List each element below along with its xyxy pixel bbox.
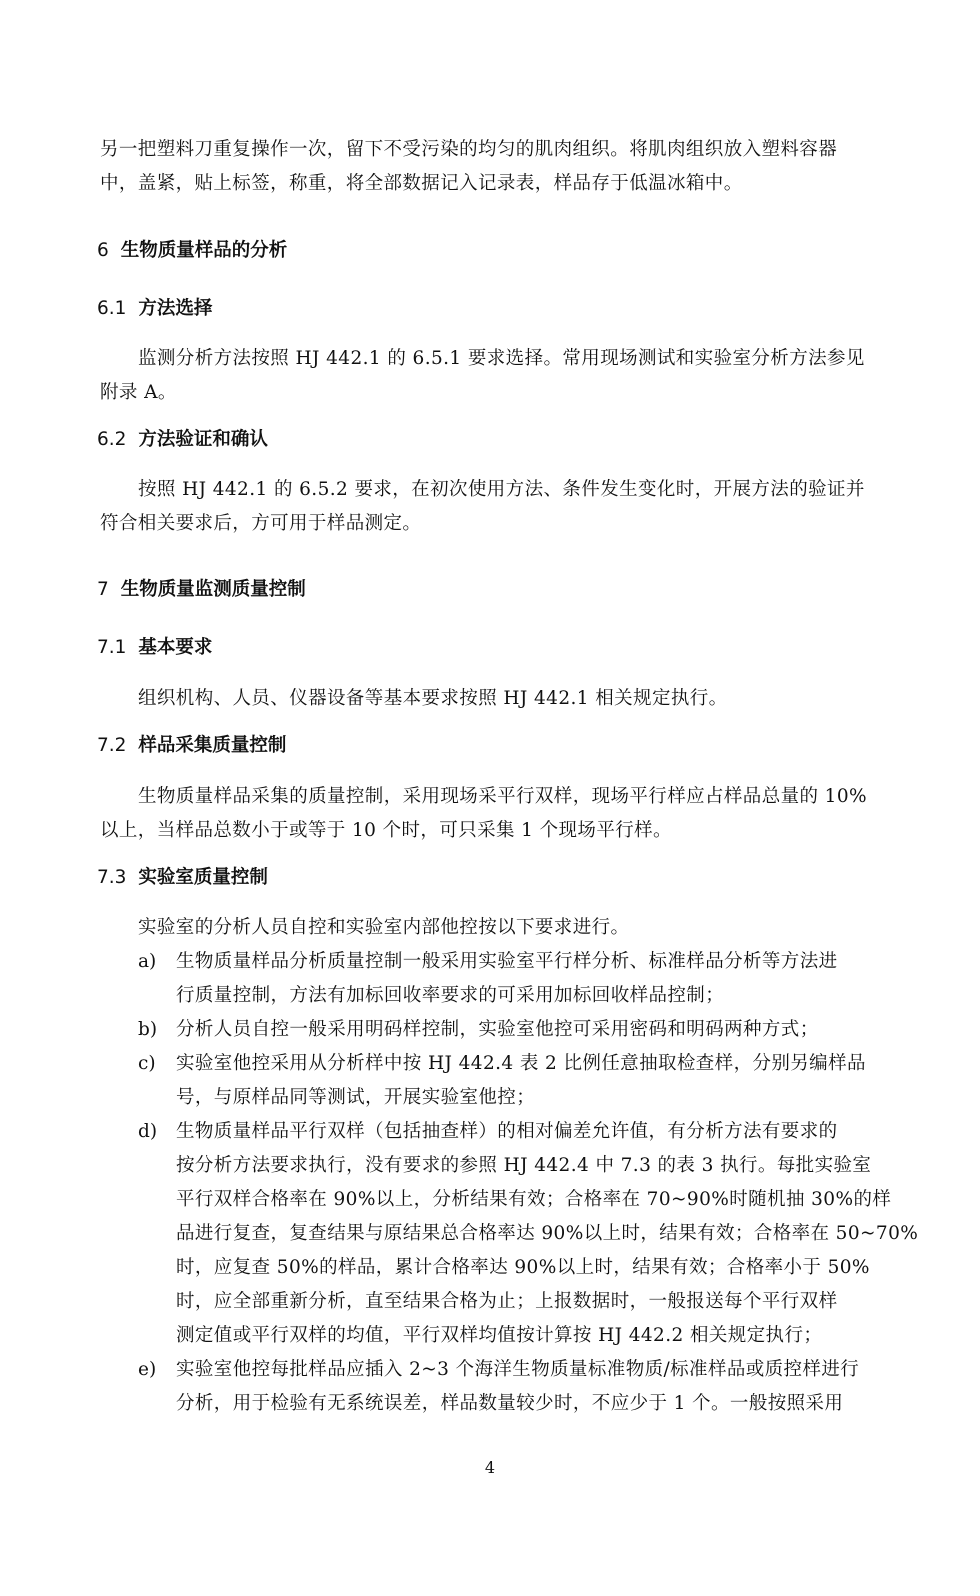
section-6-heading [97, 236, 287, 262]
list-item-line: 平行双样合格率在 90%以上，分析结果有效；合格率在 70~90%时随机抽 30%的样 [176, 1189, 892, 1210]
list-item-line: 时，应复查 50%的样品，累计合格率达 90%以上时，结果有效；合格率小于 50% [176, 1257, 870, 1278]
list-item-line: 分析，用于检验有无系统误差，样品数量较少时，不应少于 1 个。一般按照采用 [176, 1393, 844, 1414]
sec7-2-line-2: 以上，当样品总数小于或等于 10 个时，可只采集 1 个现场平行样。 [100, 820, 672, 841]
section-6-1-heading [97, 294, 212, 320]
sec6-1-line-1: 监测分析方法按照 HJ 442.1 的 6.5.1 要求选择。常用现场测试和实验室分析方法参见 [138, 348, 865, 369]
list-item-line: 行质量控制，方法有加标回收率要求的可采用加标回收样品控制； [176, 985, 725, 1006]
section-number: 6.2 [97, 429, 127, 450]
list-item-line: 实验室他控每批样品应插入 2~3 个海洋生物质量标准物质/标准样品或质控样进行 [176, 1359, 860, 1380]
sec7-3-line-1: 实验室的分析人员自控和实验室内部他控按以下要求进行。 [138, 917, 630, 938]
section-title: 方法验证和确认 [138, 429, 268, 450]
sec6-1-line-2: 附录 A。 [100, 382, 177, 403]
list-item-line: 号，与原样品同等测试，开展实验室他控； [176, 1087, 536, 1108]
section-6-2-heading [97, 425, 268, 451]
section-number: 7 [97, 579, 109, 600]
section-title: 方法选择 [138, 298, 213, 319]
section-title: 实验室质量控制 [138, 867, 268, 888]
sec6-2-line-2: 符合相关要求后，方可用于样品测定。 [100, 513, 422, 534]
intro-line-1: 另一把塑料刀重复操作一次，留下不受污染的均匀的肌肉组织。将肌肉组织放入塑料容器 [100, 139, 838, 160]
section-7-1-heading [97, 633, 212, 659]
list-item-line: 品进行复查，复查结果与原结果总合格率达 90%以上时，结果有效；合格率在 50~70% [176, 1223, 919, 1244]
page-number: 4 [484, 1458, 496, 1477]
intro-line-2: 中，盖紧，贴上标签，称重，将全部数据记入记录表，样品存于低温冰箱中。 [100, 173, 743, 194]
list-marker: d) [138, 1121, 158, 1142]
list-item-line: 测定值或平行双样的均值，平行双样均值按计算按 HJ 442.2 相关规定执行； [176, 1325, 823, 1346]
section-title: 生物质量样品的分析 [120, 240, 288, 261]
sec7-1-line-1: 组织机构、人员、仪器设备等基本要求按照 HJ 442.1 相关规定执行。 [138, 688, 728, 709]
sec6-2-line-1: 按照 HJ 442.1 的 6.5.2 要求，在初次使用方法、条件发生变化时，开展方法的验证并 [138, 479, 865, 500]
list-item-line: 生物质量样品平行双样（包括抽查样）的相对偏差允许值，有分析方法有要求的 [176, 1121, 838, 1142]
list-marker: c) [138, 1053, 156, 1074]
list-marker: a) [138, 951, 157, 972]
section-title: 生物质量监测质量控制 [120, 579, 306, 600]
list-item-line: 按分析方法要求执行，没有要求的参照 HJ 442.4 中 7.3 的表 3 执行。每批实验室 [176, 1155, 872, 1176]
section-7-3-heading [97, 863, 268, 889]
section-number: 6 [97, 240, 109, 261]
sec7-2-line-1: 生物质量样品采集的质量控制，采用现场采平行双样，现场平行样应占样品总量的 10% [138, 786, 868, 807]
section-number: 7.3 [97, 867, 127, 888]
list-marker: e) [138, 1359, 157, 1380]
section-7-heading [97, 575, 306, 601]
section-number: 7.1 [97, 637, 127, 658]
list-item-line: 生物质量样品分析质量控制一般采用实验室平行样分析、标准样品分析等方法进 [176, 951, 838, 972]
section-number: 6.1 [97, 298, 127, 319]
list-marker: b) [138, 1019, 158, 1040]
section-title: 样品采集质量控制 [138, 735, 287, 756]
section-7-2-heading [97, 731, 286, 757]
list-item-line: 实验室他控采用从分析样中按 HJ 442.4 表 2 比例任意抽取检查样，分别另编样品 [176, 1053, 866, 1074]
section-number: 7.2 [97, 735, 127, 756]
list-item-line: 时，应全部重新分析，直至结果合格为止；上报数据时，一般报送每个平行双样 [176, 1291, 838, 1312]
section-title: 基本要求 [138, 637, 213, 658]
list-item-line: 分析人员自控一般采用明码样控制，实验室他控可采用密码和明码两种方式； [176, 1019, 819, 1040]
